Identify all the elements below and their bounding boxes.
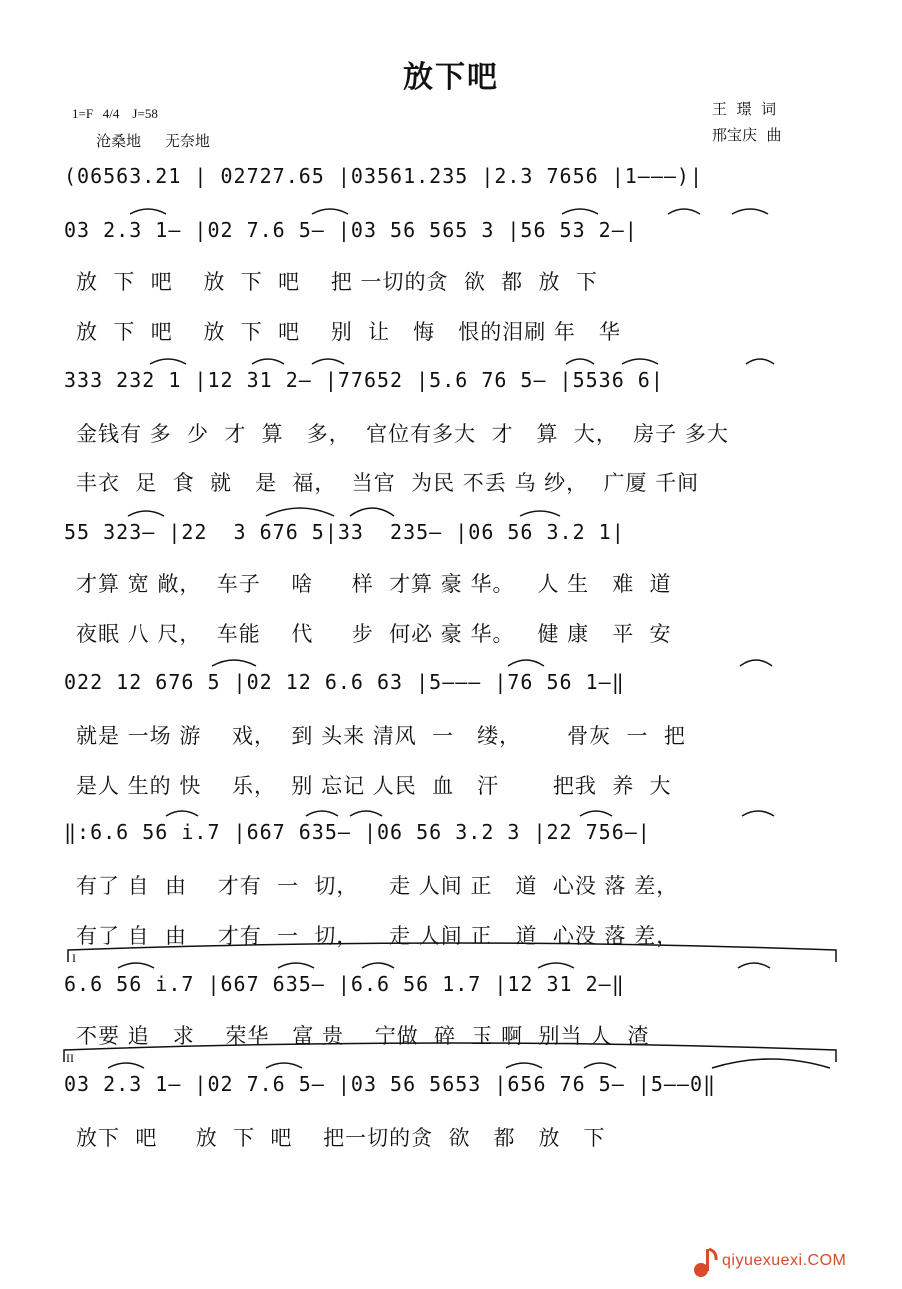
volta-mark: II xyxy=(66,1051,74,1065)
slur-mark xyxy=(562,209,598,214)
slur-mark xyxy=(266,1063,302,1068)
slur-mark xyxy=(738,963,770,968)
song-title: 放下吧 xyxy=(403,60,499,95)
lyric-line: 放 下 吧 放 下 吧 别 让 悔 恨的泪刷 年 华 xyxy=(76,320,621,344)
slur-mark xyxy=(580,811,612,816)
lyricist-credit: 王 璟 词 xyxy=(712,100,777,118)
lyric-line: 丰衣 足 食 就 是 福， 当官 为民 不丢 乌 纱， 广厦 千间 xyxy=(76,471,700,495)
notation-row: 6.6 56 i.7 |667 635— |6.6 56 1.7 |12 31 2—‖ xyxy=(64,972,625,996)
lyric-line: 才算 宽 敞， 车子 啥 样 才算 豪 华。 人 生 难 道 xyxy=(76,572,672,596)
music-note-icon xyxy=(690,1246,722,1280)
slur-mark xyxy=(350,508,394,516)
slur-mark xyxy=(118,963,154,968)
lyric-line: 金钱有 多 少 才 算 多， 官位有多大 才 算 大， 房子 多大 xyxy=(76,422,729,446)
key-signature: 1=F 4/4 J=58 xyxy=(72,106,158,121)
notation-row: 03 2.3 1— |02 7.6 5— |03 56 5653 |656 76 5— |5——0‖ xyxy=(64,1072,717,1096)
slur-mark xyxy=(252,359,284,364)
slur-mark xyxy=(506,1063,542,1068)
slur-mark xyxy=(108,1063,144,1068)
slur-mark xyxy=(732,209,768,214)
slur-mark xyxy=(278,963,314,968)
notation-row: 333 232 1 |12 31 2— |77652 |5.6 76 5— |5536 6| xyxy=(64,368,664,392)
slur-mark xyxy=(130,209,166,214)
lyric-line: 不要 追 求 荣华 富 贵 宁做 碎 玉 啊 别当 人 渣 xyxy=(76,1024,650,1048)
slur-mark xyxy=(508,660,544,666)
lyric-line: 就是 一场 游 戏， 到 头来 清风 一 缕， 骨灰 一 把 xyxy=(76,724,686,748)
lyric-line: 有了 自 由 才有 一 切， 走 人间 正 道 心没 落 差， xyxy=(76,874,679,898)
slur-mark xyxy=(742,811,774,816)
slur-mark xyxy=(306,811,338,816)
slur-mark xyxy=(350,811,382,816)
watermark-text: qiyuexuexi.COM xyxy=(722,1252,847,1269)
slur-mark xyxy=(584,1063,616,1068)
lyric-line: 是人 生的 快 乐， 别 忘记 人民 血 汗 把我 养 大 xyxy=(76,774,672,798)
lyric-line: 放 下 吧 放 下 吧 把 一切的贪 欲 都 放 下 xyxy=(76,270,598,294)
slur-mark xyxy=(312,359,344,364)
composer-credit: 邢宝庆 曲 xyxy=(712,126,782,144)
slur-mark xyxy=(150,359,186,364)
slur-mark xyxy=(128,511,164,516)
lyric-line: 有了 自 由 才有 一 切， 走 人间 正 道 心没 落 差， xyxy=(76,924,679,948)
volta-bracket-1 xyxy=(68,943,836,962)
lyric-line: 放下 吧 放 下 吧 把一切的贪 欲 都 放 下 xyxy=(76,1126,606,1150)
slur-mark xyxy=(712,1059,830,1068)
slur-mark xyxy=(362,963,394,968)
slur-mark xyxy=(622,359,658,364)
lyric-line: 夜眠 八 尺， 车能 代 步 何必 豪 华。 健 康 平 安 xyxy=(76,622,672,646)
slur-mark xyxy=(740,660,772,666)
volta-bracket-2 xyxy=(64,1043,836,1062)
expression-marking: 沧桑地 无奈地 xyxy=(96,132,210,150)
notation-row: 022 12 676 5 |02 12 6.6 63 |5——— |76 56 1—‖ xyxy=(64,670,625,694)
notation-row: 03 2.3 1— |02 7.6 5— |03 56 565 3 |56 53 2—| xyxy=(64,218,638,242)
slur-mark xyxy=(312,209,348,214)
notation-row: (06563.21 | 02727.65 |03561.235 |2.3 7656 |1———)| xyxy=(64,164,704,188)
notation-row: 55 323— |22 3 676 5|33 235— |06 56 3.2 1| xyxy=(64,520,625,544)
slur-mark xyxy=(266,508,334,516)
slur-mark xyxy=(668,209,700,214)
slur-mark xyxy=(746,359,774,364)
notation-row: ‖:6.6 56 i.7 |667 635— |06 56 3.2 3 |22 756—| xyxy=(64,820,651,844)
volta-mark: I xyxy=(72,951,76,965)
slur-mark xyxy=(538,963,574,968)
slur-mark xyxy=(212,660,256,666)
slur-mark xyxy=(166,811,198,816)
slur-mark xyxy=(566,359,594,364)
slur-mark xyxy=(520,511,560,516)
